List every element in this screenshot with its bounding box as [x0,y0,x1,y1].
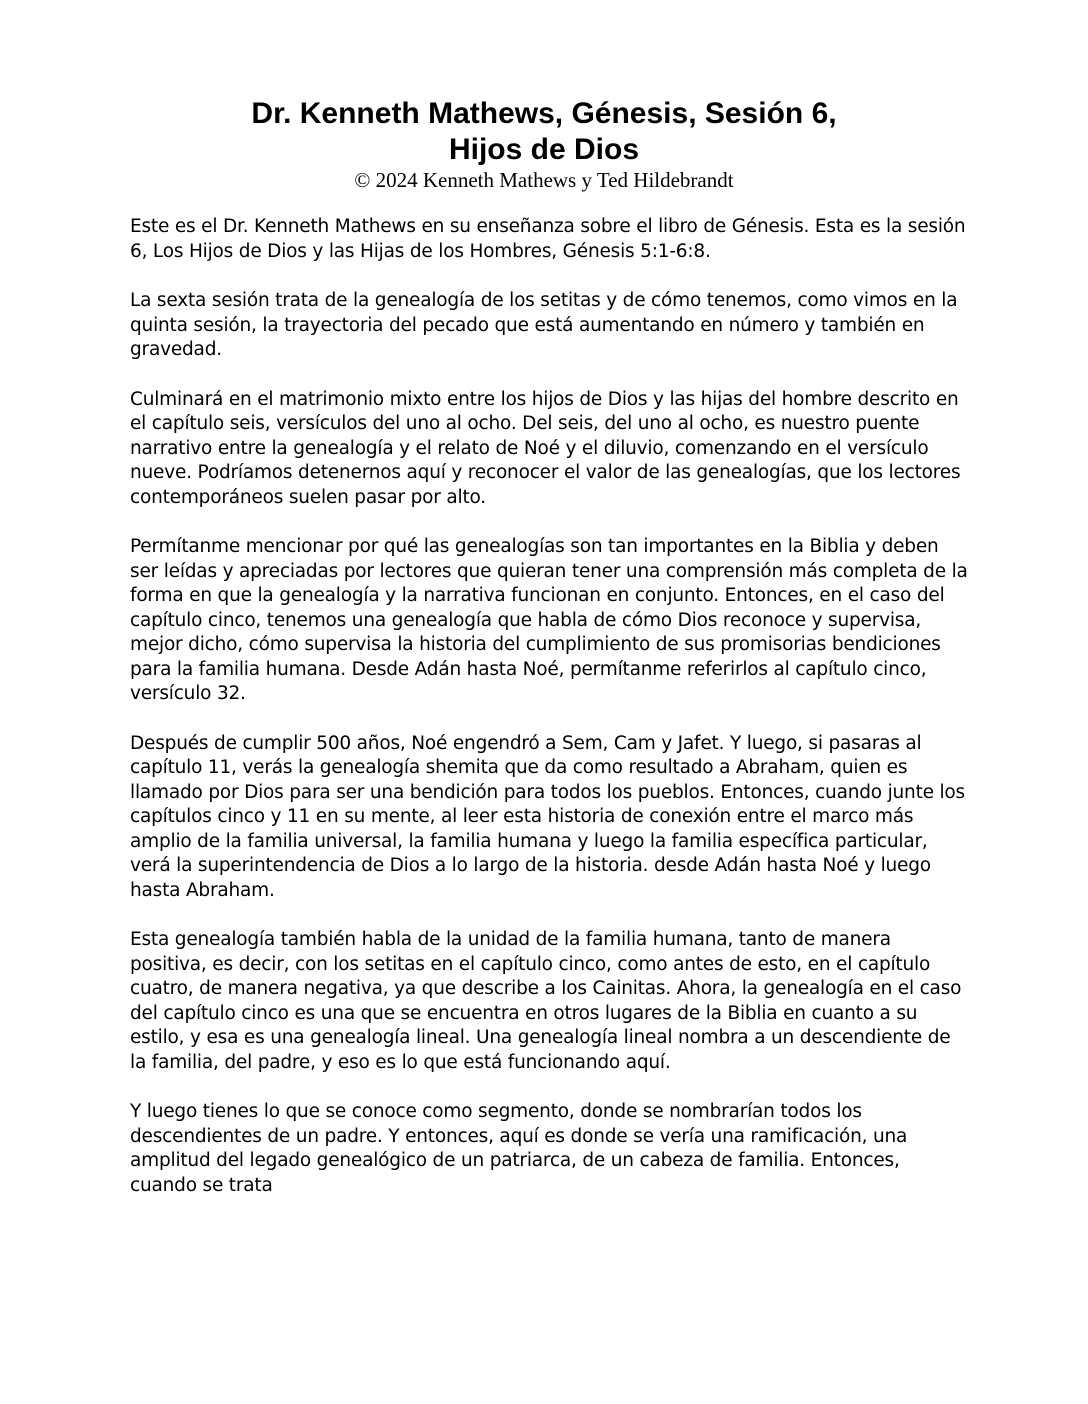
paragraph: Este es el Dr. Kenneth Mathews en su enseñanza sobre el libro de Génesis. Esta es la sesión 6, Los Hijos de Dios y las Hijas de los Hombres, Génesis 5:1-6:8. [130,216,966,262]
paragraph: Después de cumplir 500 años, Noé engendró a Sem, Cam y Jafet. Y luego, si pasaras al capítulo 11, verás la genealogía shemita que da como resultado a Abraham, quien es llamado por Dios para ser una bendición para todos los pueblos. Entonces, cuando junte los capítulos cinco y 11 en su mente, al leer esta historia de conexión entre el marco más amplio de la familia universal, la familia humana y luego la familia específica particular, verá la superintendencia de Dios a lo largo de la historia. desde Adán hasta Noé y luego hasta Abraham. [130,732,965,901]
body-text [130,215,970,1223]
paragraph: Culminará en el matrimonio mixto entre los hijos de Dios y las hijas del hombre descrito en el capítulo seis, versículos del uno al ocho. Del seis, del uno al ocho, es nuestro puente narrativo entre la genealogía y el relato de Noé y el diluvio, comenzando en el versículo nueve. Podríamos detenernos aquí y reconocer el valor de las genealogías, que los lectores contemporáneos suelen pasar por alto. [130,388,961,508]
page-title-line-2: Hijos de Dios [448,133,640,166]
paragraph: La sexta sesión trata de la genealogía de los setitas y de cómo tenemos, como vimos en la quinta sesión, la trayectoria del pecado que está aumentando en número y también en gravedad. [130,290,958,360]
paragraph: Esta genealogía también habla de la unidad de la familia humana, tanto de manera positiva, es decir, con los setitas en el capítulo cinco, como antes de esto, en el capítulo cuatro, de manera negativa, ya que describe a los Cainitas. Ahora, la genealogía en el caso del capítulo cinco es una que se encuentra en otros lugares de la Biblia en cuanto a su estilo, y esa es una genealogía lineal. Una genealogía lineal nombra a un descendiente de la familia, del padre, y eso es lo que está funcionando aquí. [130,929,962,1073]
title-block [0,96,1088,192]
paragraph: Permítanme mencionar por qué las genealogías son tan importantes en la Biblia y deben ser leídas y apreciadas por lectores que quieran tener una comprensión más completa de la forma en que la genealogía y la narrativa funcionan en conjunto. Entonces, en el caso del capítulo cinco, tenemos una genealogía que habla de cómo Dios reconoce y supervisa, mejor dicho, cómo supervisa la historia del cumplimiento de sus promisorias bendiciones para la familia humana. Desde Adán hasta Noé, permítanme referirlos al capítulo cinco, versículo 32. [130,536,968,704]
copyright-notice: © 2024 Kenneth Mathews y Ted Hildebrandt [354,168,734,192]
paragraph: Y luego tienes lo que se conoce como segmento, donde se nombrarían todos los descendientes de un padre. Y entonces, aquí es donde se vería una ramificación, una amplitud del legado genealógico de un patriarca, de un cabeza de familia. Entonces, cuando se trata [130,1101,908,1196]
page-title-line-1: Dr. Kenneth Mathews, Génesis, Sesión 6, [251,97,837,130]
